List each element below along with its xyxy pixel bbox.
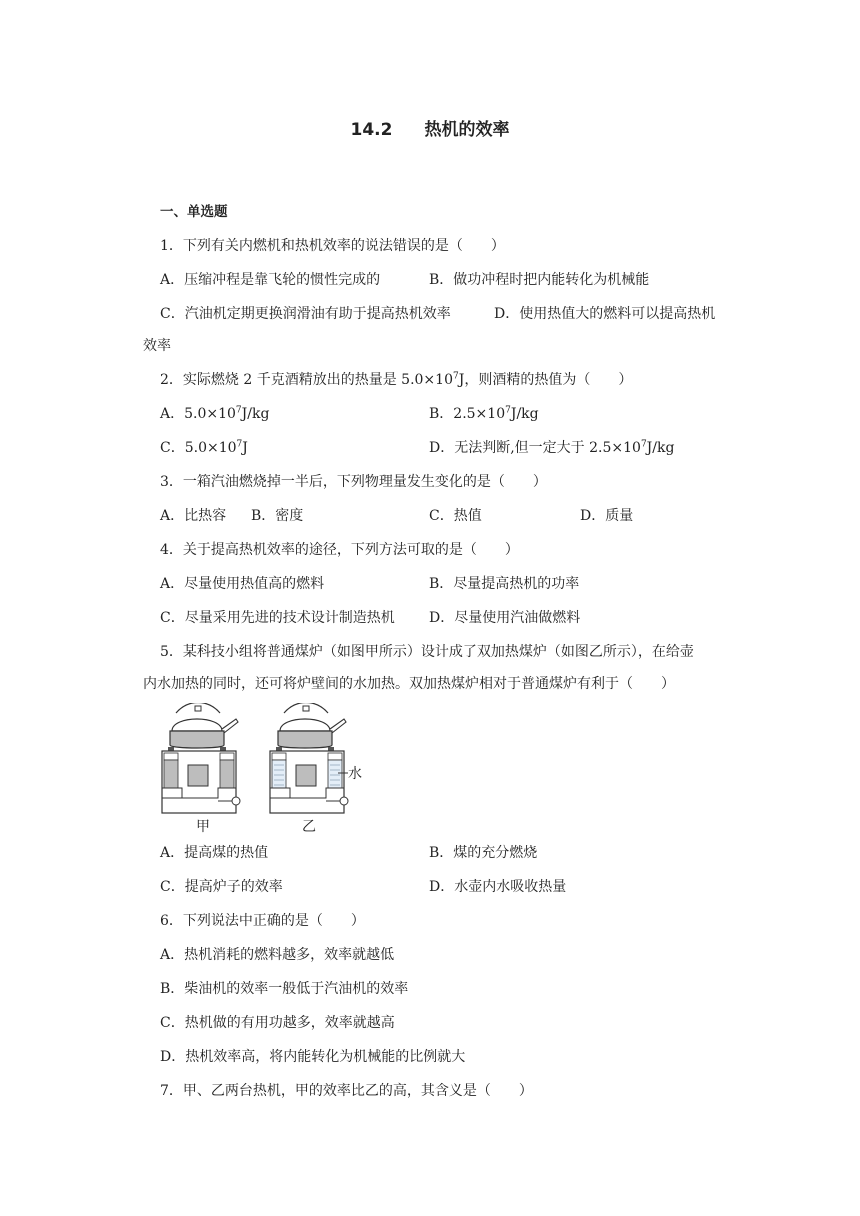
q2-b-exponent: 7: [505, 405, 511, 416]
q2-b-text: B．2.5×10: [429, 406, 506, 422]
q4-option-c: C．尽量采用先进的技术设计制造热机: [160, 610, 395, 626]
section-number: 14.2: [350, 120, 393, 140]
q4-option-d: D．尽量使用汽油做燃料: [429, 610, 581, 626]
q6-option-c: C．热机做的有用功越多，效率就越高: [160, 1015, 395, 1031]
q5-option-d: D．水壶内水吸收热量: [429, 879, 567, 895]
q2-option-c: [160, 438, 248, 458]
q7-stem: 7．甲、乙两台热机，甲的效率比乙的高，其含义是（ ）: [160, 1083, 533, 1099]
stove-yi-drawing: [270, 703, 348, 813]
figure-label-jia: 甲: [196, 819, 210, 835]
q2-c-unit: J: [242, 440, 248, 456]
page-title: [0, 115, 860, 140]
q2-stem-text-end: J，则酒精的热值为（ ）: [458, 372, 633, 388]
q1-stem: 1．下列有关内燃机和热机效率的说法错误的是（ ）: [160, 238, 505, 254]
q3-option-c: C．热值: [429, 508, 482, 524]
q1-option-d-cont: 效率: [143, 338, 171, 354]
q2-stem: [160, 370, 632, 390]
q2-d-text: D．无法判断,但一定大于 2.5×10: [429, 440, 641, 456]
q5-stem-line1: 5．某科技小组将普通煤炉（如图甲所示）设计成了双加热煤炉（如图乙所示），在给壶: [160, 644, 694, 660]
q3-option-d: D．质量: [580, 508, 634, 524]
figure-label-water: 水: [348, 766, 362, 782]
q6-option-b: B．柴油机的效率一般低于汽油机的效率: [160, 981, 409, 997]
q2-option-d: [429, 438, 674, 458]
q1-option-b: B．做功冲程时把内能转化为机械能: [429, 272, 650, 288]
q5-option-b: B．煤的充分燃烧: [429, 845, 538, 861]
q2-option-b: [429, 404, 539, 424]
title-text: 热机的效率: [424, 120, 510, 140]
stove-figure: [158, 703, 368, 837]
q1-option-d: D．使用热值大的燃料可以提高热机: [494, 306, 716, 322]
q2-c-exponent: 7: [236, 439, 243, 450]
q5-option-a: A．提高煤的热值: [160, 845, 269, 861]
q4-option-b: B．尽量提高热机的功率: [429, 576, 580, 592]
q2-a-text: A．5.0×10: [160, 406, 236, 422]
q3-option-b: B．密度: [251, 508, 304, 524]
q2-d-unit: J/kg: [646, 440, 675, 456]
q3-stem: 3．一箱汽油燃烧掉一半后，下列物理量发生变化的是（ ）: [160, 474, 547, 490]
q4-stem: 4．关于提高热机效率的途径，下列方法可取的是（ ）: [160, 542, 519, 558]
q2-a-exponent: 7: [235, 405, 242, 416]
q2-d-exponent: 7: [640, 439, 647, 450]
q1-option-a: A．压缩冲程是靠飞轮的惯性完成的: [160, 272, 381, 288]
q2-b-unit: J/kg: [510, 406, 539, 422]
stove-jia-drawing: [162, 703, 240, 813]
q4-option-a: A．尽量使用热值高的燃料: [160, 576, 325, 592]
q6-option-d: D．热机效率高，将内能转化为机械能的比例就大: [160, 1049, 466, 1065]
q2-stem-text: 2．实际燃烧 2 千克酒精放出的热量是 5.0×10: [160, 372, 453, 388]
q5-stem-line2: 内水加热的同时，还可将炉壁间的水加热。双加热煤炉相对于普通煤炉有利于（ ）: [143, 676, 675, 692]
section-heading: 一、单选题: [160, 204, 228, 220]
q1-option-c: C．汽油机定期更换润滑油有助于提高热机效率: [160, 306, 451, 322]
q5-option-c: C．提高炉子的效率: [160, 879, 283, 895]
q2-stem-exponent: 7: [452, 371, 459, 382]
figure-label-yi: 乙: [302, 819, 316, 835]
q2-a-unit: J/kg: [241, 406, 270, 422]
q3-option-a: A．比热容: [160, 508, 227, 524]
q2-option-a: [160, 404, 269, 424]
q6-stem: 6．下列说法中正确的是（ ）: [160, 913, 365, 929]
q6-option-a: A．热机消耗的燃料越多，效率就越低: [160, 947, 395, 963]
q2-c-text: C．5.0×10: [160, 440, 237, 456]
